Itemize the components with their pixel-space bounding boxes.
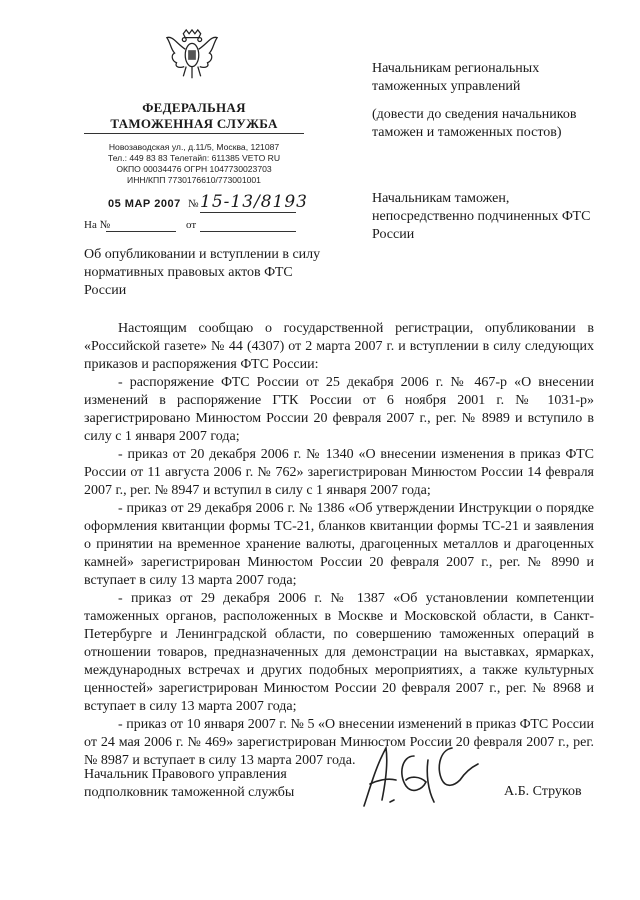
- registration-number-label: №: [188, 198, 199, 210]
- body-paragraph: - приказ от 10 января 2007 г. № 5 «О внесении изменений в приказ ФТС России от 24 мая 2006 г. № 469» зарегистрирован Минюстом России 20 февраля 2007 г., рег. № 8987 и вступает в силу 13 марта 2007 года.: [84, 717, 594, 768]
- reply-date-label: от: [186, 219, 197, 231]
- org-name-line2: ТАМОЖЕННАЯ СЛУЖБА: [110, 116, 278, 131]
- reply-number-blank: [106, 231, 176, 232]
- body-paragraph: - приказ от 29 декабря 2006 г. № 1386 «Об утверждении Инструкции о порядке оформления квитанции формы ТС-21, бланков квитанции формы ТС-21 и заявления о принятии на временное хранение валюты, драгоценных металлов и драгоценных камней» зарегистрирован Минюстом России 20 февраля 2007 г., рег. № 8990 и вступает в силу 13 марта 2007 года;: [84, 501, 594, 588]
- registration-date-stamp: 05 МАР 2007: [108, 198, 181, 210]
- signer-position-line: Начальник Правового управления: [84, 767, 287, 782]
- registration-number: 15-13/8193: [200, 192, 308, 212]
- recipient-block: Начальникам таможен, непосредственно подчиненных ФТС России: [372, 191, 591, 242]
- phone-line: Тел.: 449 83 83 Телетайп: 611385 VETO RU: [107, 153, 281, 163]
- inn-line: ИНН/КПП 7730176610/773001001: [127, 175, 261, 185]
- russian-coat-of-arms-icon: [163, 26, 221, 84]
- signer-position: [84, 766, 344, 802]
- divider: [84, 133, 304, 134]
- signer-name: А.Б. Струков: [504, 784, 582, 799]
- signer-rank-line: подполковник таможенной службы: [84, 785, 295, 800]
- org-name-line1: ФЕДЕРАЛЬНАЯ: [142, 100, 246, 115]
- okpo-line: ОКПО 00034476 ОГРН 1047730023703: [116, 164, 272, 174]
- handwritten-signature-icon: [356, 740, 486, 812]
- address-line: Новозаводская ул., д.11/5, Москва, 121087: [108, 142, 280, 152]
- body-paragraph: - распоряжение ФТС России от 25 декабря 2006 г. № 467-р «О внесении изменений в распоряжение ГТК России от 6 ноября 2001 г. № 1031-р» зарегистрировано Минюстом России 20 февраля 2007 г., рег. № 8989 и вступило в силу с 1 января 2007 года;: [84, 375, 594, 444]
- reply-date-blank: [200, 231, 296, 232]
- body-paragraph: - приказ от 20 декабря 2006 г. № 1340 «О внесении изменения в приказ ФТС России от 11 августа 2006 г. № 762» зарегистрирован Минюстом России 14 февраля 2007 г., рег. № 8947 и вступил в силу с 1 января 2007 года;: [84, 447, 594, 498]
- letter-subject: Об опубликовании и вступлении в силу нормативных правовых актов ФТС России: [84, 247, 321, 298]
- recipient-note: (довести до сведения начальников таможен и таможенных постов): [372, 107, 577, 140]
- registration-underline: [200, 212, 296, 213]
- reply-to-number-label: На №: [84, 219, 111, 231]
- body-paragraph: - приказ от 29 декабря 2006 г. № 1387 «Об установлении компетенции таможенных органов, расположенных в Москве и Московской области, в Санкт-Петербурге и Ленинградской области, по совершению таможенных операций в отношении товаров, предназначенных для демонстрации на выставках, ярмарках, международных встречах и других подобных мероприятиях, а также культурных ценностей» зарегистрирован Минюстом России 20 февраля 2007 г., рег. № 8968 и вступает в силу 13 марта 2007 года;: [84, 591, 594, 714]
- letter-body: [84, 320, 594, 770]
- body-paragraph: Настоящим сообщаю о государственной регистрации, опубликовании в «Российской газете» № 44 (4307) от 2 марта 2007 г. и вступлении в силу следующих приказов и распоряжения ФТС России:: [84, 321, 594, 372]
- recipient-block: Начальникам региональных таможенных управлений: [372, 61, 540, 94]
